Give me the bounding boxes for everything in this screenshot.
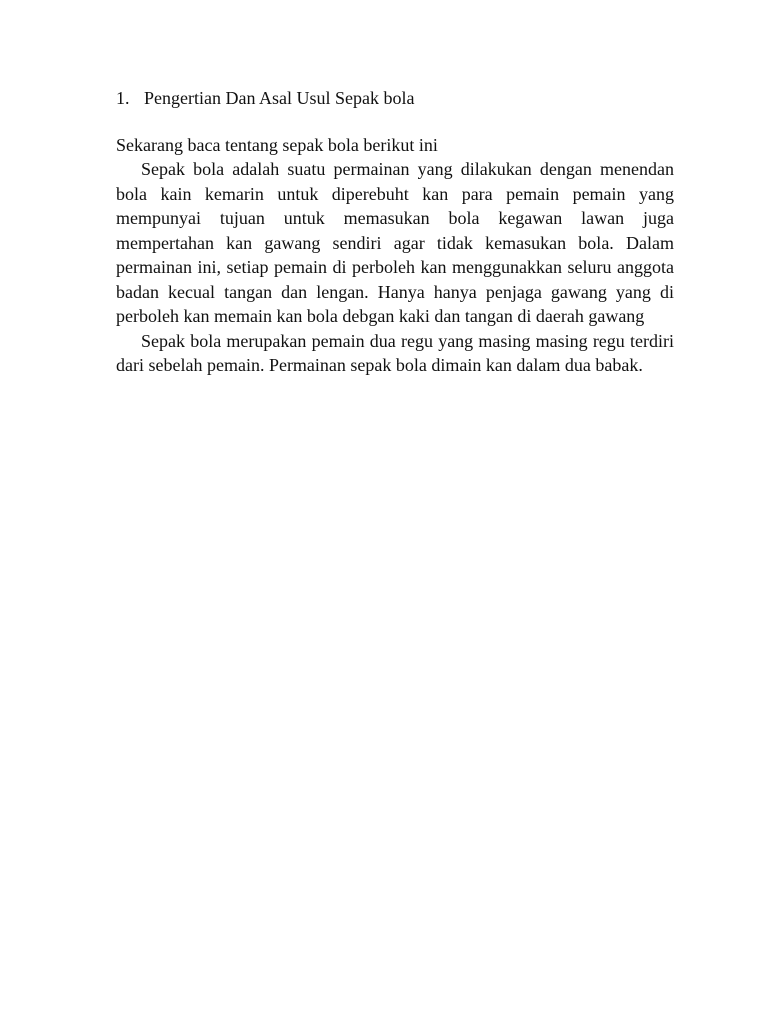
paragraph-1: Sepak bola adalah suatu permainan yang dilakukan dengan menendan bola kain kemarin untuk diperebuht kan para pemain pemain yang mempunyai tujuan untuk memasukan bola kegawan lawan juga mempertahan kan gawang sendiri agar tidak kemasukan bola. Dalam permainan ini, setiap pemain di perboleh kan menggunakkan seluru anggota badan kecual tangan dan lengan. Hanya hanya penjaga gawang yang di perboleh kan memain kan bola debgan kaki dan tangan di daerah gawang (116, 159, 674, 326)
lead-sentence: Sekarang baca tentang sepak bola berikut ini (116, 134, 438, 155)
document-body (116, 86, 674, 378)
heading-number: 1. (116, 88, 130, 108)
paragraph-2: Sepak bola merupakan pemain dua regu yang masing masing regu terdiri dari sebelah pemain. Permainan sepak bola dimain kan dalam dua babak. (116, 330, 674, 375)
section-heading (116, 86, 674, 111)
heading-title: Pengertian Dan Asal Usul Sepak bola (144, 88, 415, 108)
